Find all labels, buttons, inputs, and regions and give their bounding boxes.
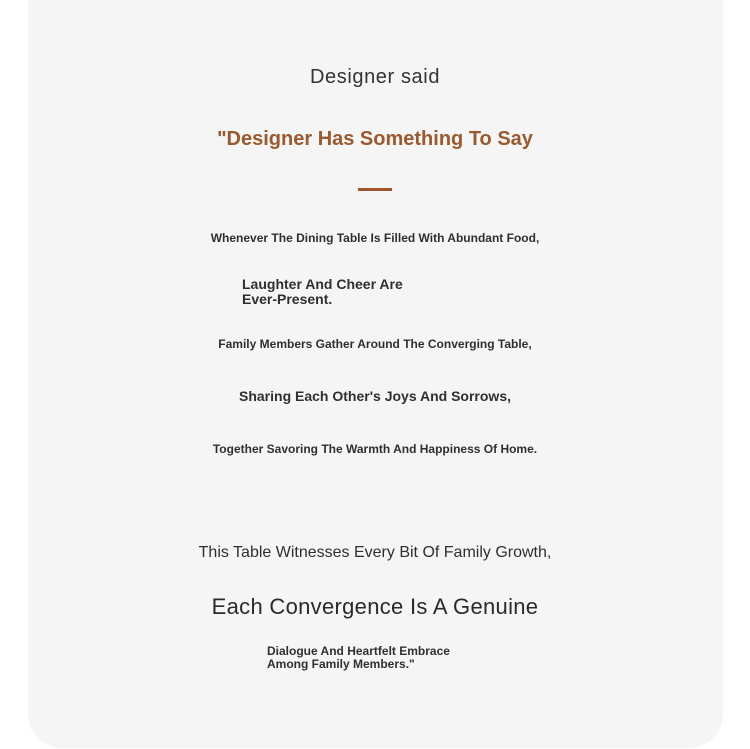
quote-title: "Designer Has Something To Say [217,128,533,150]
accent-divider [358,188,392,191]
story-line-4: Sharing Each Other's Joys And Sorrows, [239,388,511,404]
story-line-5: Together Savoring The Warmth And Happiness Of Home. [212,442,538,456]
story-line-2 [242,277,403,308]
story-line-1: Whenever The Dining Table Is Filled With Abundant Food, [210,231,540,245]
story-line-3: Family Members Gather Around The Converging Table, [218,337,532,351]
story-line-7: Each Convergence Is A Genuine [211,594,539,619]
story-line-8b: Among Family Members." [267,657,415,672]
story-line-8 [267,645,450,671]
section-heading: Designer said [309,66,441,88]
story-line-8a: Dialogue And Heartfelt Embrace [267,644,450,658]
story-line-2a: Laughter And Cheer Are [242,276,403,292]
story-line-2b: Ever-Present. [242,291,333,308]
story-line-6: This Table Witnesses Every Bit Of Family Growth, [198,544,552,561]
content-card [28,0,723,748]
